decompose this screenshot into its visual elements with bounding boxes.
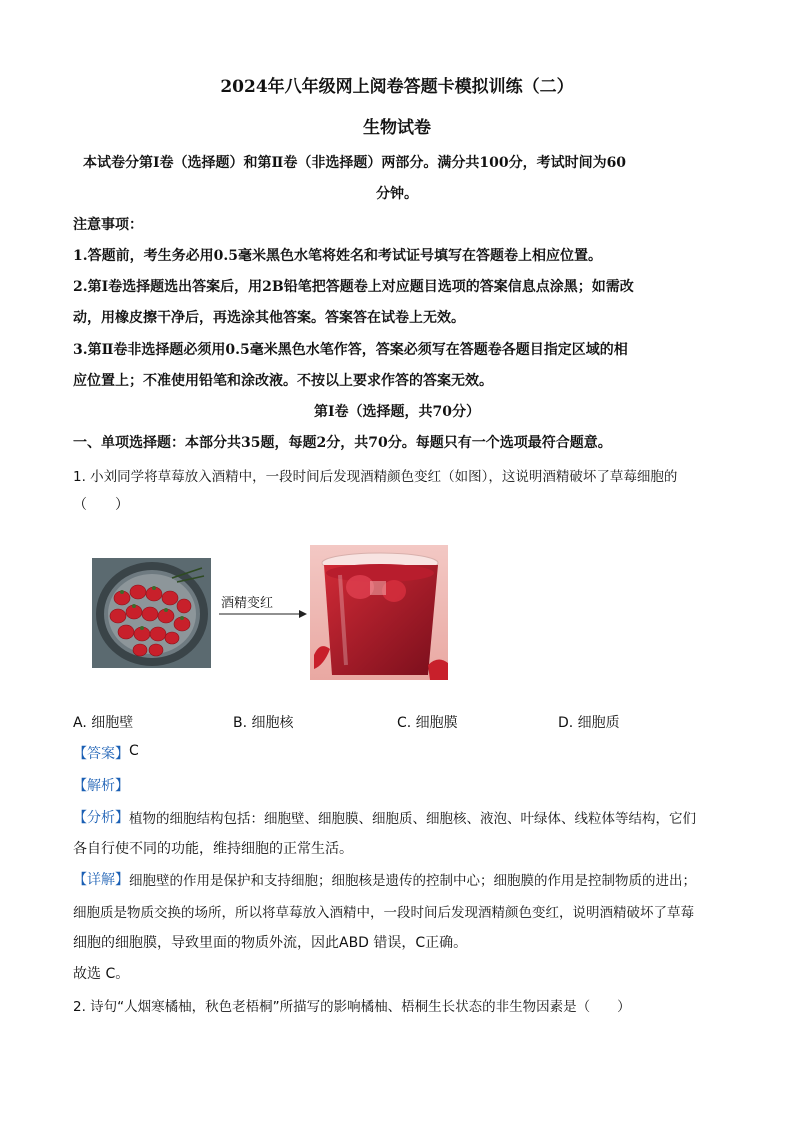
fenxi-line-2: 各自行使不同的功能，维持细胞的正常生活。	[73, 841, 353, 857]
arrow-label: 酒精变红	[221, 596, 274, 611]
q1-blank: （ ）	[73, 497, 129, 513]
xiangjie-line-2: 细胞质是物质交换的场所，所以将草莓放入酒精中，一段时间后发现酒精颜色变红，说明酒精破坏了草莓	[73, 905, 694, 921]
note-2-line-1: 2.第Ⅰ卷选择题选出答案后，用2B铅笔把答题卷上对应题目选项的答案信息点涂黑；如需改	[73, 279, 634, 295]
analysis-tag: 【解析】	[73, 778, 129, 794]
answer-tag: 【答案】	[73, 746, 129, 762]
q1-stem: 1. 小刘同学将草莓放入酒精中，一段时间后发现酒精颜色变红（如图），这说明酒精破坏了草莓细胞的	[73, 469, 678, 485]
answer-value: C	[129, 743, 139, 759]
xiangjie-line-1: 细胞壁的作用是保护和支持细胞；细胞核是遗传的控制中心；细胞膜的作用是控制物质的进出；	[129, 873, 696, 889]
intro-line-2: 分钟。	[376, 186, 418, 202]
page-subtitle: 生物试卷	[363, 118, 431, 138]
xiangjie-tag: 【详解】	[73, 872, 129, 888]
right-arrow-icon	[219, 608, 307, 620]
note-1: 1.答题前，考生务必用0.5毫米黑色水笔将姓名和考试证号填写在答题卷上相应位置。	[73, 248, 602, 264]
conclusion: 故选 C。	[73, 966, 130, 982]
strawberry-bowl-image	[92, 558, 211, 668]
fenxi-line-1: 植物的细胞结构包括：细胞壁、细胞膜、细胞质、细胞核、液泡、叶绿体、线粒体等结构，它们	[129, 811, 696, 827]
note-3-line-2: 应位置上；不准使用铅笔和涂改液。不按以上要求作答的答案无效。	[73, 373, 493, 389]
intro-line-1: 本试卷分第Ⅰ卷（选择题）和第Ⅱ卷（非选择题）两部分。满分共100分，考试时间为60	[83, 155, 627, 171]
red-alcohol-glass-image	[310, 545, 448, 680]
section-instructions: 一、单项选择题：本部分共35题，每题2分，共70分。每题只有一个选项最符合题意。	[73, 435, 612, 451]
option-c: C. 细胞膜	[397, 715, 458, 731]
note-3-line-1: 3.第Ⅱ卷非选择题必须用0.5毫米黑色水笔作答，答案必须写在答题卷各题目指定区域的相	[73, 342, 628, 358]
page-title: 2024年八年级网上阅卷答题卡模拟训练（二）	[220, 77, 574, 97]
option-b: B. 细胞核	[233, 715, 294, 731]
option-a: A. 细胞壁	[73, 715, 134, 731]
xiangjie-line-3: 细胞的细胞膜，导致里面的物质外流，因此ABD 错误，C正确。	[73, 935, 468, 951]
option-d: D. 细胞质	[558, 715, 620, 731]
notes-heading: 注意事项：	[73, 217, 143, 233]
fenxi-tag: 【分析】	[73, 810, 129, 826]
q2-stem: 2. 诗句“人烟寒橘柚，秋色老梧桐”所描写的影响橘柚、梧桐生长状态的非生物因素是（ ）	[73, 999, 631, 1015]
note-2-line-2: 动，用橡皮擦干净后，再选涂其他答案。答案答在试卷上无效。	[73, 310, 465, 326]
section-title: 第Ⅰ卷（选择题，共70分）	[313, 404, 481, 420]
